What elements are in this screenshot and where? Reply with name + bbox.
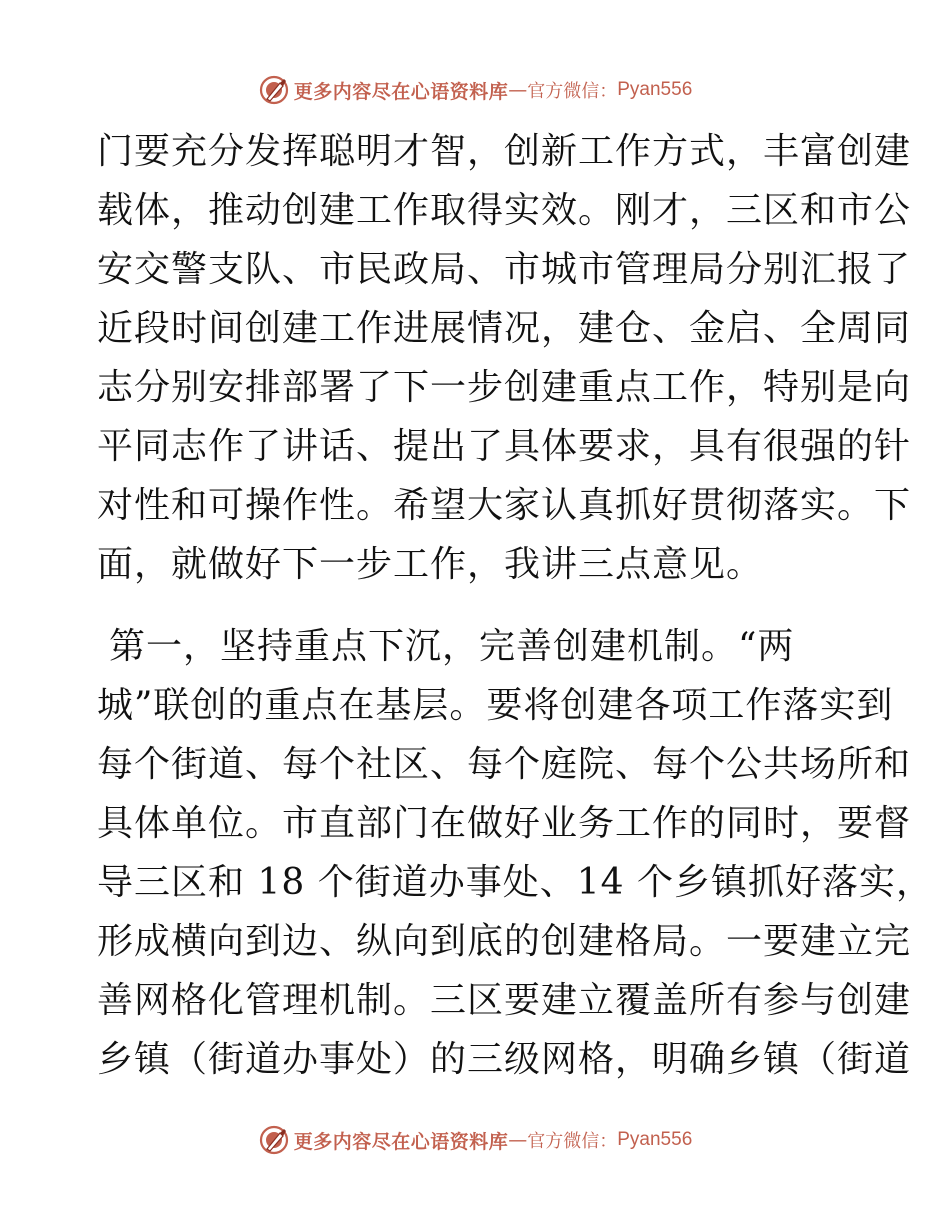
- text-line: 门要充分发挥聪明才智，创新工作方式，丰富创建: [97, 131, 912, 172]
- watermark-text: 更多内容尽在心语资料库: [293, 80, 509, 103]
- watermark-text: 更多内容尽在心语资料库: [293, 1130, 509, 1153]
- text-line: 近段时间创建工作进展情况，建仓、金启、全周同: [97, 308, 912, 349]
- text-line: 导三区和 18 个街道办事处、14 个乡镇抓好落实，: [97, 862, 933, 903]
- text-line: 具体单位。市直部门在做好业务工作的同时，要督: [97, 803, 912, 844]
- paragraph-2: [97, 617, 933, 1089]
- watermark-separator: —: [508, 1129, 528, 1151]
- text-line: 城”联创的重点在基层。要将创建各项工作落实到: [97, 685, 894, 726]
- footer-watermark: [0, 1120, 950, 1160]
- text-line: 平同志作了讲话、提出了具体要求，具有很强的针: [97, 426, 912, 467]
- text-line: 每个街道、每个社区、每个庭院、每个公共场所和: [97, 744, 912, 785]
- watermark-wechat-label: 官方微信：: [527, 1131, 618, 1152]
- text-line: 安交警支队、市民政局、市城市管理局分别汇报了: [97, 249, 912, 290]
- document-body: [97, 122, 933, 1089]
- text-line: 载体，推动创建工作取得实效。刚才，三区和市公: [97, 190, 912, 231]
- section-heading-line: 第一，坚持重点下沉，完善创建机制。“两: [109, 626, 795, 667]
- pen-logo-icon: [258, 74, 290, 106]
- text-line: 面，就做好下一步工作，我讲三点意见。: [97, 544, 764, 585]
- watermark-wechat-label: 官方微信：: [527, 81, 618, 102]
- text-line: 形成横向到边、纵向到底的创建格局。一要建立完: [97, 921, 912, 962]
- paragraph-gap: [97, 594, 853, 617]
- text-line: 对性和可操作性。希望大家认真抓好贯彻落实。下: [97, 485, 912, 526]
- header-watermark: [0, 70, 950, 110]
- text-line: 善网格化管理机制。三区要建立覆盖所有参与创建: [97, 980, 912, 1021]
- watermark-wechat-id: Pyan556: [617, 79, 693, 100]
- paragraph-1: [97, 122, 912, 594]
- text-line: 乡镇（街道办事处）的三级网格，明确乡镇（街道: [97, 1039, 912, 1080]
- watermark-wechat-id: Pyan556: [617, 1129, 693, 1150]
- watermark-separator: —: [508, 79, 528, 101]
- text-line: 志分别安排部署了下一步创建重点工作，特别是向: [97, 367, 912, 408]
- pen-logo-icon: [258, 1124, 290, 1156]
